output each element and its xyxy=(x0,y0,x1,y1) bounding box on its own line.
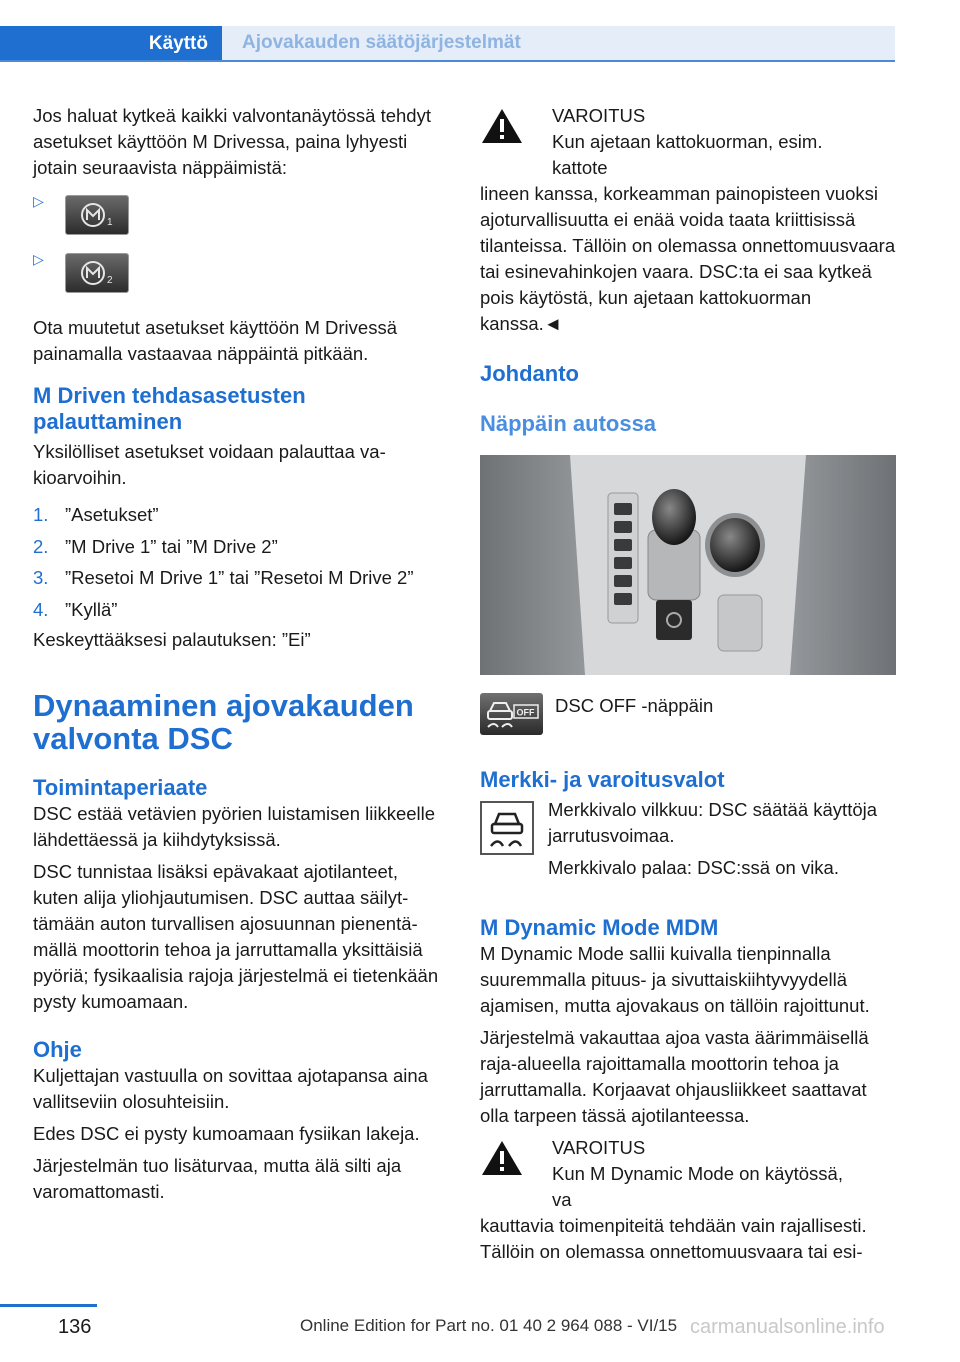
footer-accent-line xyxy=(0,1304,97,1307)
svg-text:OFF: OFF xyxy=(516,707,534,718)
dsc-off-button-label: DSC OFF -näppäin xyxy=(555,695,714,716)
main-heading: Dynaaminen ajovakauden valvonta DSC xyxy=(33,688,414,756)
warning-1-title: VAROITUS xyxy=(552,105,646,126)
principle-paragraph-1: DSC estää vetävien pyörien luistamisen liikkeelle lähdettäessä ja kiihdytyksissä. xyxy=(33,803,436,850)
m2-item xyxy=(33,245,448,301)
principle-paragraph-2: DSC tunnistaa lisäksi epävakaat ajotilanteet, kuten alija yliohjautumisen. DSC auttaa säilyttämään auton turvallisen ajosuunnan pienentämällä moottorin tehoa ja jarruttamalla yksittäisiä pyöriä; fysikaalisia rajoja järjestelmä ei tietenkään pysty kumoamaan. xyxy=(33,861,439,1012)
note-paragraph-2: Edes DSC ei pysty kumoamaan fysiikan lakeja. xyxy=(33,1123,420,1144)
note-paragraph-1: Kuljettajan vastuulla on sovittaa ajotapansa aina vallitseviin olosuhteisiin. xyxy=(33,1065,428,1112)
svg-text:1: 1 xyxy=(107,217,113,228)
watermark: carmanualsonline.info xyxy=(690,1316,885,1338)
list-item: 2. ”M Drive 1” tai ”M Drive 2” xyxy=(33,535,278,557)
mdm-heading: M Dynamic Mode MDM xyxy=(480,915,719,940)
page-number: 136 xyxy=(58,1316,92,1338)
dsc-off-button-row xyxy=(480,693,898,735)
section-tab-label: Käyttö xyxy=(148,33,208,54)
cancel-paragraph: Keskeyttääksesi palautuksen: ”Ei” xyxy=(33,629,311,650)
reset-steps-list xyxy=(33,499,448,625)
button-in-car-heading: Näppäin autossa xyxy=(480,411,657,436)
hold-paragraph: Ota muutetut asetukset käyttöön M Drivessä painamalla vastaavaa näppäintä pitkään. xyxy=(33,317,397,364)
warning-2-first-line: Kun M Dynamic Mode on käytössä, va xyxy=(552,1163,843,1210)
right-column xyxy=(480,103,898,1271)
warning-1-body: lineen kanssa, korkeamman painopisteen vuoksi ajoturvallisuutta ei enää voida taata kriittisissä tilanteissa. Tällöin on olemassa onnettomuusvaara tai esinevahinkojen vaara. DSC:ta ei saa kytkeä pois käytöstä, kun ajetaan kattokuorman kanssa.◄ xyxy=(480,183,896,334)
warning-triangle-icon xyxy=(480,1139,524,1177)
chapter-tab-label: Ajovakauden säätöjärjestelmät xyxy=(242,32,521,53)
mdm-paragraph-2: Järjestelmä vakauttaa ajoa vasta äärimmäisellä raja-alueella rajoittamalla moottorin tehoa ja jarruttamalla. Korjaavat ohjausliikkeet saattavat olla tarpeen tässä ajotilanteessa. xyxy=(480,1027,869,1126)
warning-2-title: VAROITUS xyxy=(552,1137,646,1158)
indicator-row xyxy=(480,797,898,887)
m1-button-icon xyxy=(65,195,129,235)
warning-2 xyxy=(480,1135,898,1213)
reset-heading: M Driven tehdasasetusten palauttaminen xyxy=(33,383,306,434)
warning-triangle-icon xyxy=(480,107,524,145)
left-column xyxy=(33,103,448,1211)
triangle-bullet-icon: ▷ xyxy=(33,193,44,209)
warning-1 xyxy=(480,103,898,181)
m1-item xyxy=(33,187,448,243)
mdm-paragraph-1: M Dynamic Mode sallii kuivalla tienpinnalla suuremmalla pituus- ja sivuttaiskiihtyvyydellä ajamisen, mutta ajovakaus on tällöin rajoittunut. xyxy=(480,943,870,1016)
intro-paragraph: Jos haluat kytkeä kaikki valvontanäytössä tehdyt asetukset käyttöön M Drivessa, paina lyhyesti jotain seuraavista näppäimistä: xyxy=(33,105,431,178)
center-console-photo xyxy=(480,455,896,675)
list-item: 3. ”Resetoi M Drive 1” tai ”Resetoi M Drive 2” xyxy=(33,567,414,588)
indicator-heading: Merkki- ja varoitusvalot xyxy=(480,767,725,792)
section-tab[interactable] xyxy=(0,26,222,62)
reset-paragraph: Yksilölliset asetukset voidaan palauttaa vakioarvoihin. xyxy=(33,441,386,488)
dsc-off-button-icon xyxy=(480,693,543,735)
edition-text: Online Edition for Part no. 01 40 2 964 088 - VI/15 xyxy=(300,1316,678,1335)
indicator-paragraph-2: Merkkivalo palaa: DSC:ssä on vika. xyxy=(548,857,839,878)
chapter-tab[interactable] xyxy=(222,26,895,60)
warning-1-first-line: Kun ajetaan kattokuorman, esim. kattote xyxy=(552,131,823,178)
m2-button-icon xyxy=(65,253,129,293)
note-paragraph-3: Järjestelmän tuo lisäturvaa, mutta älä silti aja varomattomasti. xyxy=(33,1155,402,1202)
header-divider xyxy=(0,60,895,62)
dsc-indicator-icon xyxy=(480,801,534,855)
indicator-paragraph-1: Merkkivalo vilkkuu: DSC säätää käyttöja jarrutusvoimaa. xyxy=(548,799,878,846)
warning-2-body: kauttavia toimenpiteitä tehdään vain rajallisesti. Tällöin on olemassa onnettomuusvaara tai esi- xyxy=(480,1215,867,1262)
triangle-bullet-icon: ▷ xyxy=(33,251,44,267)
intro-heading: Johdanto xyxy=(480,361,579,386)
principle-heading: Toimintaperiaate xyxy=(33,775,208,800)
svg-text:2: 2 xyxy=(107,275,113,286)
note-heading: Ohje xyxy=(33,1037,82,1062)
list-item: 4. ”Kyllä” xyxy=(33,598,118,620)
list-item: 1. ”Asetukset” xyxy=(33,504,159,525)
